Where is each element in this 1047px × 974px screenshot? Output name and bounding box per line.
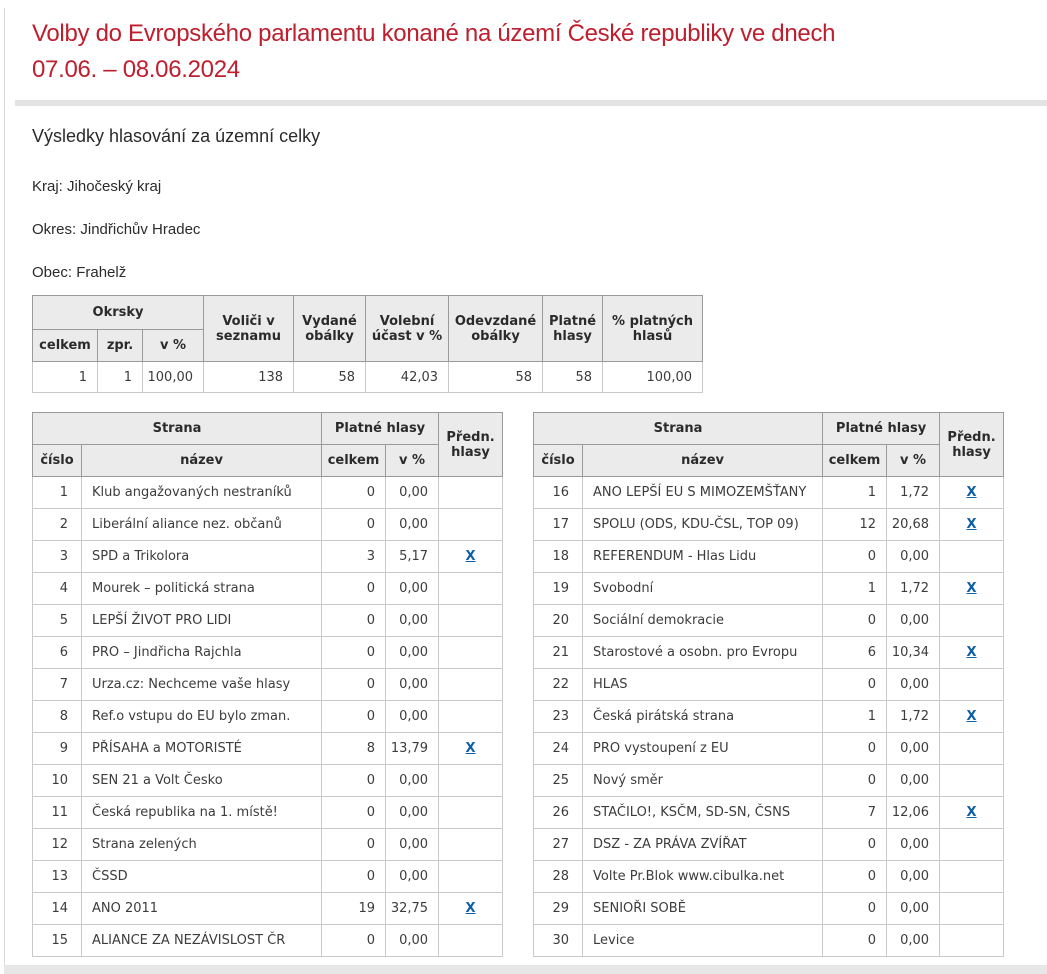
party-pct: 1,72: [887, 477, 940, 509]
party-name: PRO – Jindřicha Rajchla: [82, 637, 322, 669]
party-pct: 1,72: [887, 701, 940, 733]
party-header-cislo: číslo: [534, 445, 583, 477]
kraj-label: Kraj:: [32, 178, 63, 195]
pref-votes-cell: [940, 669, 1004, 701]
pref-votes-cell: [940, 893, 1004, 925]
party-name: Svobodní: [583, 573, 823, 605]
party-votes: 0: [322, 861, 386, 893]
party-pct: 0,00: [887, 605, 940, 637]
party-votes: 7: [823, 797, 887, 829]
party-row: [534, 893, 1004, 925]
summary-table: [32, 295, 703, 393]
party-number: 27: [534, 829, 583, 861]
party-number: 23: [534, 701, 583, 733]
party-pct: 0,00: [386, 925, 439, 957]
pref-votes-cell: [940, 509, 1004, 541]
party-votes: 0: [823, 861, 887, 893]
pref-votes-cell: [439, 637, 503, 669]
party-number: 3: [33, 541, 82, 573]
page-bottom-band: [4, 965, 1047, 974]
party-number: 26: [534, 797, 583, 829]
party-votes: 1: [823, 701, 887, 733]
pref-votes-cell: [940, 733, 1004, 765]
party-name: Strana zelených: [82, 829, 322, 861]
pref-votes-link[interactable]: X: [966, 581, 977, 596]
party-number: 13: [33, 861, 82, 893]
party-votes: 0: [322, 605, 386, 637]
summary-header-vydane-obalky: Vydané obálky: [294, 296, 366, 362]
pref-votes-link[interactable]: X: [966, 709, 977, 724]
party-pct: 32,75: [386, 893, 439, 925]
title-divider: [15, 100, 1047, 106]
party-name: Levice: [583, 925, 823, 957]
party-votes: 0: [823, 605, 887, 637]
pref-votes-cell: [940, 829, 1004, 861]
pref-votes-cell: [439, 925, 503, 957]
okres-label: Okres:: [32, 221, 77, 238]
party-votes: 1: [823, 477, 887, 509]
party-row: [534, 637, 1004, 669]
party-number: 24: [534, 733, 583, 765]
party-header-strana: Strana: [534, 413, 823, 445]
party-number: 16: [534, 477, 583, 509]
party-pct: 0,00: [887, 893, 940, 925]
party-name: SENIOŘI SOBĚ: [583, 893, 823, 925]
party-row: [33, 573, 503, 605]
party-number: 9: [33, 733, 82, 765]
party-pct: 12,06: [887, 797, 940, 829]
party-row: [534, 733, 1004, 765]
party-row: [33, 509, 503, 541]
summary-header-volici: Voliči v seznamu: [204, 296, 294, 362]
party-pct: 5,17: [386, 541, 439, 573]
party-votes: 3: [322, 541, 386, 573]
party-number: 8: [33, 701, 82, 733]
party-name: Česká republika na 1. místě!: [82, 797, 322, 829]
kraj-value: Jihočeský kraj: [67, 178, 162, 195]
party-name: HLAS: [583, 669, 823, 701]
party-header-predn-hlasy: Předn. hlasy: [439, 413, 503, 477]
pref-votes-cell: [940, 637, 1004, 669]
party-number: 18: [534, 541, 583, 573]
party-number: 17: [534, 509, 583, 541]
party-votes: 0: [322, 701, 386, 733]
party-name: Sociální demokracie: [583, 605, 823, 637]
party-pct: 10,34: [887, 637, 940, 669]
party-row: [534, 669, 1004, 701]
party-name: REFERENDUM - Hlas Lidu: [583, 541, 823, 573]
party-row: [33, 797, 503, 829]
pref-votes-cell: [940, 573, 1004, 605]
pref-votes-link[interactable]: X: [966, 485, 977, 500]
kraj-line: [32, 177, 1027, 196]
party-votes: 0: [823, 733, 887, 765]
summary-platne-hlasy: 58: [543, 362, 603, 393]
party-name: Ref.o vstupu do EU bylo zman.: [82, 701, 322, 733]
party-name: SPOLU (ODS, KDU-ČSL, TOP 09): [583, 509, 823, 541]
summary-subheader-celkem: celkem: [33, 330, 98, 362]
summary-data-row: [33, 362, 703, 393]
party-votes: 6: [823, 637, 887, 669]
pref-votes-cell: [439, 477, 503, 509]
party-votes: 0: [823, 765, 887, 797]
party-number: 5: [33, 605, 82, 637]
pref-votes-link[interactable]: X: [966, 645, 977, 660]
party-header-nazev: název: [82, 445, 322, 477]
party-number: 12: [33, 829, 82, 861]
party-name: Nový směr: [583, 765, 823, 797]
obec-line: [32, 263, 1027, 282]
party-row: [33, 765, 503, 797]
pref-votes-cell: [439, 765, 503, 797]
party-votes: 19: [322, 893, 386, 925]
party-votes: 0: [823, 925, 887, 957]
party-votes: 0: [322, 669, 386, 701]
summary-header-platne-hlasy: Platné hlasy: [543, 296, 603, 362]
summary-pct-platnych: 100,00: [603, 362, 703, 393]
pref-votes-cell: [940, 861, 1004, 893]
party-number: 4: [33, 573, 82, 605]
party-pct: 0,00: [386, 829, 439, 861]
party-header-platne-hlasy: Platné hlasy: [322, 413, 439, 445]
party-row: [534, 573, 1004, 605]
party-number: 7: [33, 669, 82, 701]
okres-value: Jindřichův Hradec: [80, 221, 201, 238]
party-number: 22: [534, 669, 583, 701]
party-pct: 0,00: [386, 509, 439, 541]
party-row: [33, 829, 503, 861]
party-votes: 0: [823, 829, 887, 861]
party-name: DSZ - ZA PRÁVA ZVÍŘAT: [583, 829, 823, 861]
party-name: SPD a Trikolora: [82, 541, 322, 573]
party-votes: 0: [322, 573, 386, 605]
party-tables: [32, 412, 1027, 957]
party-name: LEPŠÍ ŽIVOT PRO LIDI: [82, 605, 322, 637]
party-number: 28: [534, 861, 583, 893]
party-votes: 0: [322, 925, 386, 957]
party-name: Česká pirátská strana: [583, 701, 823, 733]
page-title-line1: Volby do Evropského parlamentu konané na území České republiky ve dnech: [32, 20, 836, 47]
party-votes: 0: [322, 637, 386, 669]
pref-votes-link[interactable]: X: [966, 517, 977, 532]
party-number: 2: [33, 509, 82, 541]
pref-votes-cell: [439, 541, 503, 573]
party-header-predn-hlasy: Předn. hlasy: [940, 413, 1004, 477]
party-row: [534, 925, 1004, 957]
party-pct: 0,00: [386, 861, 439, 893]
party-row: [33, 925, 503, 957]
party-number: 1: [33, 477, 82, 509]
party-row: [33, 477, 503, 509]
party-pct: 0,00: [386, 765, 439, 797]
pref-votes-link[interactable]: X: [966, 805, 977, 820]
party-pct: 0,00: [386, 637, 439, 669]
pref-votes-cell: [439, 733, 503, 765]
party-votes: 12: [823, 509, 887, 541]
pref-votes-cell: [439, 893, 503, 925]
pref-votes-cell: [439, 797, 503, 829]
obec-value: Frahelž: [76, 264, 127, 281]
party-table-right: [533, 412, 1004, 957]
party-pct: 0,00: [386, 797, 439, 829]
party-row: [534, 477, 1004, 509]
party-pct: 0,00: [386, 605, 439, 637]
summary-odevzdane-obalky: 58: [449, 362, 543, 393]
party-pct: 13,79: [386, 733, 439, 765]
party-header-vpct: v %: [386, 445, 439, 477]
party-row: [534, 541, 1004, 573]
party-name: Mourek – politická strana: [82, 573, 322, 605]
party-votes: 0: [322, 829, 386, 861]
party-number: 29: [534, 893, 583, 925]
party-pct: 0,00: [887, 733, 940, 765]
party-row: [33, 893, 503, 925]
summary-okrsky-zpr: 1: [98, 362, 143, 393]
party-row: [33, 605, 503, 637]
party-pct: 0,00: [887, 861, 940, 893]
party-name: ANO LEPŠÍ EU S MIMOZEMŠŤANY: [583, 477, 823, 509]
pref-votes-cell: [439, 509, 503, 541]
party-row: [33, 733, 503, 765]
page-title-line2: 07.06. – 08.06.2024: [32, 56, 240, 83]
party-row: [534, 509, 1004, 541]
summary-okrsky-celkem: 1: [33, 362, 98, 393]
summary-ucast: 42,03: [366, 362, 449, 393]
party-number: 25: [534, 765, 583, 797]
party-pct: 0,00: [887, 669, 940, 701]
party-number: 14: [33, 893, 82, 925]
party-header-nazev: název: [583, 445, 823, 477]
pref-votes-link[interactable]: X: [465, 549, 476, 564]
party-row: [534, 797, 1004, 829]
party-row: [33, 861, 503, 893]
party-row: [534, 765, 1004, 797]
summary-header-odevzdane-obalky: Odevzdané obálky: [449, 296, 543, 362]
pref-votes-cell: [439, 573, 503, 605]
pref-votes-link[interactable]: X: [465, 741, 476, 756]
party-pct: 0,00: [887, 541, 940, 573]
pref-votes-cell: [940, 797, 1004, 829]
party-votes: 0: [322, 509, 386, 541]
party-header-platne-hlasy: Platné hlasy: [823, 413, 940, 445]
party-header-celkem: celkem: [823, 445, 887, 477]
summary-subheader-zpr: zpr.: [98, 330, 143, 362]
party-number: 15: [33, 925, 82, 957]
party-number: 20: [534, 605, 583, 637]
party-row: [534, 829, 1004, 861]
party-votes: 0: [322, 765, 386, 797]
party-votes: 0: [322, 797, 386, 829]
party-votes: 0: [823, 541, 887, 573]
party-votes: 0: [322, 477, 386, 509]
party-number: 21: [534, 637, 583, 669]
party-header-strana: Strana: [33, 413, 322, 445]
party-number: 11: [33, 797, 82, 829]
party-name: Klub angažovaných nestraníků: [82, 477, 322, 509]
party-votes: 0: [823, 893, 887, 925]
pref-votes-cell: [439, 829, 503, 861]
pref-votes-cell: [940, 477, 1004, 509]
party-row: [534, 861, 1004, 893]
party-pct: 20,68: [887, 509, 940, 541]
party-votes: 0: [823, 669, 887, 701]
section-heading: Výsledky hlasování za územní celky: [32, 126, 321, 146]
party-table-left: [32, 412, 503, 957]
summary-header-okrsky: Okrsky: [33, 296, 204, 330]
party-name: ALIANCE ZA NEZÁVISLOST ČR: [82, 925, 322, 957]
obec-label: Obec:: [32, 264, 73, 281]
party-name: PRO vystoupení z EU: [583, 733, 823, 765]
party-number: 6: [33, 637, 82, 669]
party-pct: 0,00: [887, 925, 940, 957]
pref-votes-cell: [439, 861, 503, 893]
summary-okrsky-vpct: 100,00: [143, 362, 204, 393]
pref-votes-cell: [439, 669, 503, 701]
party-pct: 0,00: [887, 765, 940, 797]
summary-subheader-vpct: v %: [143, 330, 204, 362]
party-votes: 8: [322, 733, 386, 765]
party-pct: 1,72: [887, 573, 940, 605]
pref-votes-cell: [940, 701, 1004, 733]
party-number: 30: [534, 925, 583, 957]
party-name: STAČILO!, KSČM, SD-SN, ČSNS: [583, 797, 823, 829]
party-pct: 0,00: [887, 829, 940, 861]
party-number: 19: [534, 573, 583, 605]
party-votes: 1: [823, 573, 887, 605]
page-title: [32, 0, 1027, 88]
party-pct: 0,00: [386, 477, 439, 509]
party-name: Volte Pr.Blok www.cibulka.net: [583, 861, 823, 893]
summary-vydane-obalky: 58: [294, 362, 366, 393]
party-header-cislo: číslo: [33, 445, 82, 477]
party-name: Starostové a osobn. pro Evropu: [583, 637, 823, 669]
pref-votes-cell: [940, 605, 1004, 637]
party-header-vpct: v %: [887, 445, 940, 477]
party-pct: 0,00: [386, 669, 439, 701]
party-header-celkem: celkem: [322, 445, 386, 477]
party-name: ČSSD: [82, 861, 322, 893]
pref-votes-cell: [940, 925, 1004, 957]
party-name: ANO 2011: [82, 893, 322, 925]
party-pct: 0,00: [386, 701, 439, 733]
party-name: Urza.cz: Nechceme vaše hlasy: [82, 669, 322, 701]
pref-votes-link[interactable]: X: [465, 901, 476, 916]
summary-volici: 138: [204, 362, 294, 393]
summary-header-ucast: Volební účast v %: [366, 296, 449, 362]
party-row: [33, 669, 503, 701]
party-name: SEN 21 a Volt Česko: [82, 765, 322, 797]
party-row: [534, 701, 1004, 733]
party-row: [33, 637, 503, 669]
party-name: Liberální aliance nez. občanů: [82, 509, 322, 541]
page-left-edge-line: [4, 8, 5, 974]
party-row: [534, 605, 1004, 637]
party-name: PŘÍSAHA a MOTORISTÉ: [82, 733, 322, 765]
party-pct: 0,00: [386, 573, 439, 605]
pref-votes-cell: [439, 701, 503, 733]
party-row: [33, 541, 503, 573]
page-content: [32, 0, 1027, 957]
pref-votes-cell: [940, 541, 1004, 573]
pref-votes-cell: [439, 605, 503, 637]
party-number: 10: [33, 765, 82, 797]
summary-header-pct-platnych: % platných hlasů: [603, 296, 703, 362]
okres-line: [32, 220, 1027, 239]
pref-votes-cell: [940, 765, 1004, 797]
party-row: [33, 701, 503, 733]
